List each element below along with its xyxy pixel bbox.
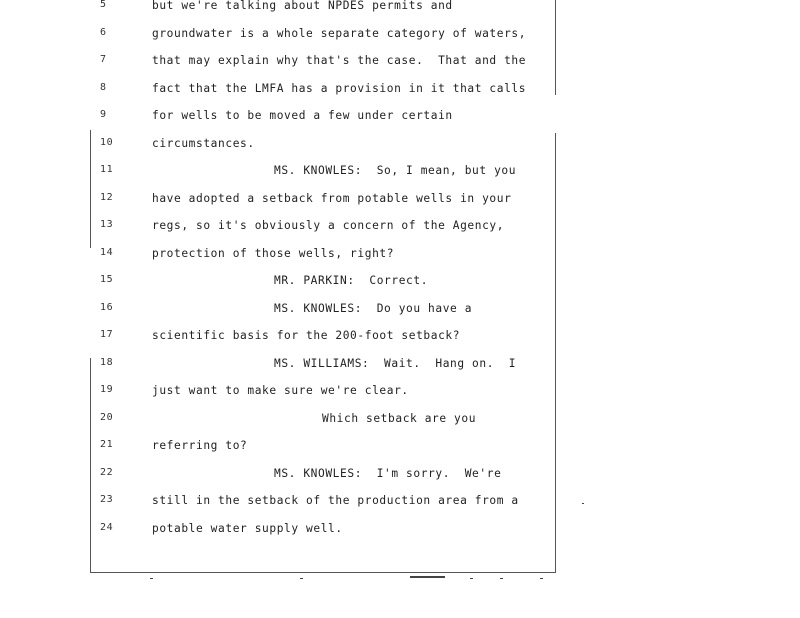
transcript-line (0, 329, 800, 349)
scan-mark (300, 578, 303, 579)
line-text: regs, so it's obviously a concern of the Agency, (152, 219, 505, 232)
transcript-line (0, 192, 800, 212)
line-text: Which setback are you (322, 411, 477, 425)
transcript-line (0, 274, 800, 294)
line-number: 15 (100, 274, 114, 285)
line-number: 8 (100, 81, 107, 93)
transcript-line (0, 494, 800, 514)
line-number: 12 (100, 191, 114, 203)
transcript-line (0, 219, 800, 239)
transcript-line (0, 164, 800, 184)
scan-mark (410, 576, 445, 578)
line-text: circumstances. (152, 136, 255, 150)
line-number: 14 (100, 246, 114, 258)
line-text: referring to? (152, 439, 248, 452)
line-text: but we're talking about NPDES permits and (152, 0, 453, 12)
scan-mark (500, 578, 503, 579)
transcript-line (0, 357, 800, 377)
transcript-line (0, 82, 800, 102)
line-text: groundwater is a whole separate category of waters, (152, 26, 527, 40)
line-text: MR. PARKIN: Correct. (274, 274, 429, 287)
line-number: 16 (100, 301, 114, 313)
line-number: 24 (100, 521, 114, 533)
line-text: MS. WILLIAMS: Wait. Hang on. I (274, 356, 517, 370)
line-text: have adopted a setback from potable wells in your (152, 191, 512, 205)
transcript-line (0, 137, 800, 157)
scan-mark (582, 503, 584, 504)
line-number: 22 (100, 466, 114, 478)
transcript-line (0, 27, 800, 47)
transcript-line (0, 384, 800, 404)
line-text: scientific basis for the 200-foot setback? (152, 329, 461, 342)
transcript-line (0, 302, 800, 322)
transcript-line (0, 439, 800, 459)
transcript-line (0, 247, 800, 267)
scan-mark (540, 578, 543, 579)
line-number: 10 (100, 136, 114, 148)
scan-mark (470, 578, 473, 579)
line-number: 13 (100, 219, 114, 230)
transcript-line (0, 109, 800, 129)
line-number: 5 (100, 0, 107, 10)
line-number: 20 (100, 411, 114, 423)
line-number: 7 (100, 54, 107, 65)
line-number: 21 (100, 439, 114, 450)
transcript-line (0, 412, 800, 432)
transcript-line (0, 54, 800, 74)
line-text: MS. KNOWLES: So, I mean, but you (274, 164, 517, 177)
transcript-line (0, 0, 800, 19)
line-number: 6 (100, 26, 107, 38)
line-text: that may explain why that's the case. That and the (152, 54, 527, 67)
line-number: 18 (100, 356, 114, 368)
line-number: 19 (100, 384, 114, 395)
line-text: protection of those wells, right? (152, 246, 395, 260)
line-number: 9 (100, 109, 107, 120)
line-text: potable water supply well. (152, 521, 343, 535)
line-text: MS. KNOWLES: I'm sorry. We're (274, 466, 502, 480)
line-number: 23 (100, 494, 114, 505)
line-text: fact that the LMFA has a provision in it that calls (152, 81, 527, 95)
line-number: 11 (100, 164, 114, 175)
transcript-line (0, 522, 800, 542)
line-number: 17 (100, 329, 114, 340)
line-text: for wells to be moved a few under certain (152, 109, 453, 122)
transcript-line (0, 467, 800, 487)
line-text: just want to make sure we're clear. (152, 384, 409, 397)
line-text: MS. KNOWLES: Do you have a (274, 301, 473, 315)
scan-mark (150, 578, 153, 579)
line-text: still in the setback of the production area from a (152, 494, 519, 507)
